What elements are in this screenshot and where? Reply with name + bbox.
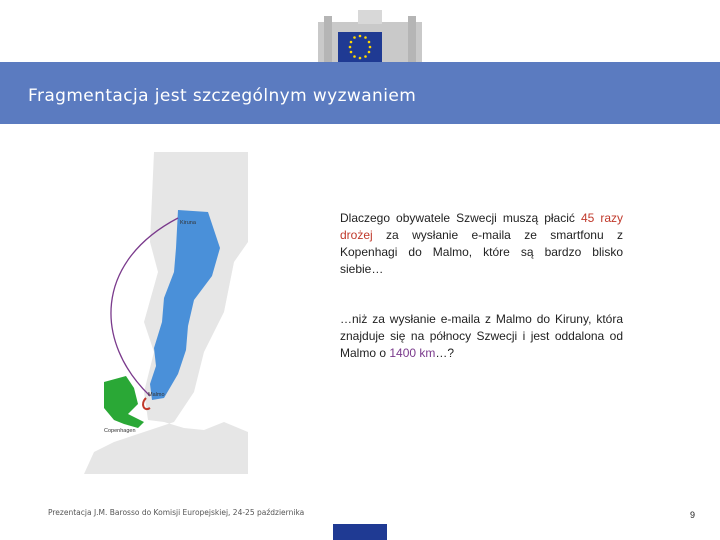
paragraph-question-2 xyxy=(340,311,623,362)
p2-text-a: …niż za wysłanie e-maila z Malmo do Kiruny, która znajduje się na północy Szwecji i jest oddalona od Malmo o xyxy=(340,312,623,360)
p2-text-b: …? xyxy=(435,346,455,360)
footer-flag-bar xyxy=(333,524,387,540)
p2-highlight: 1400 km xyxy=(389,346,436,360)
page-number: 9 xyxy=(690,510,696,520)
map-label-copenhagen: Copenhagen xyxy=(104,428,136,434)
page-title: Fragmentacja jest szczególnym wyzwaniem xyxy=(28,86,417,106)
footer-text: Prezentacja J.M. Barosso do Komisji Europejskiej, 24-25 października xyxy=(48,508,305,517)
map-label-malmo: Malmo xyxy=(148,392,165,398)
paragraph-question-1 xyxy=(340,210,623,278)
map-label-kiruna: Kiruna xyxy=(180,220,196,226)
p1-text-b: za wysłanie e-maila ze smartfonu z Kopenhagi do Malmo, które są bardzo blisko siebie… xyxy=(340,228,623,276)
scandinavia-map xyxy=(84,152,248,474)
p1-text-a: Dlaczego obywatele Szwecji muszą płacić xyxy=(340,211,581,225)
p1-highlight: 45 razy drożej xyxy=(340,211,623,242)
